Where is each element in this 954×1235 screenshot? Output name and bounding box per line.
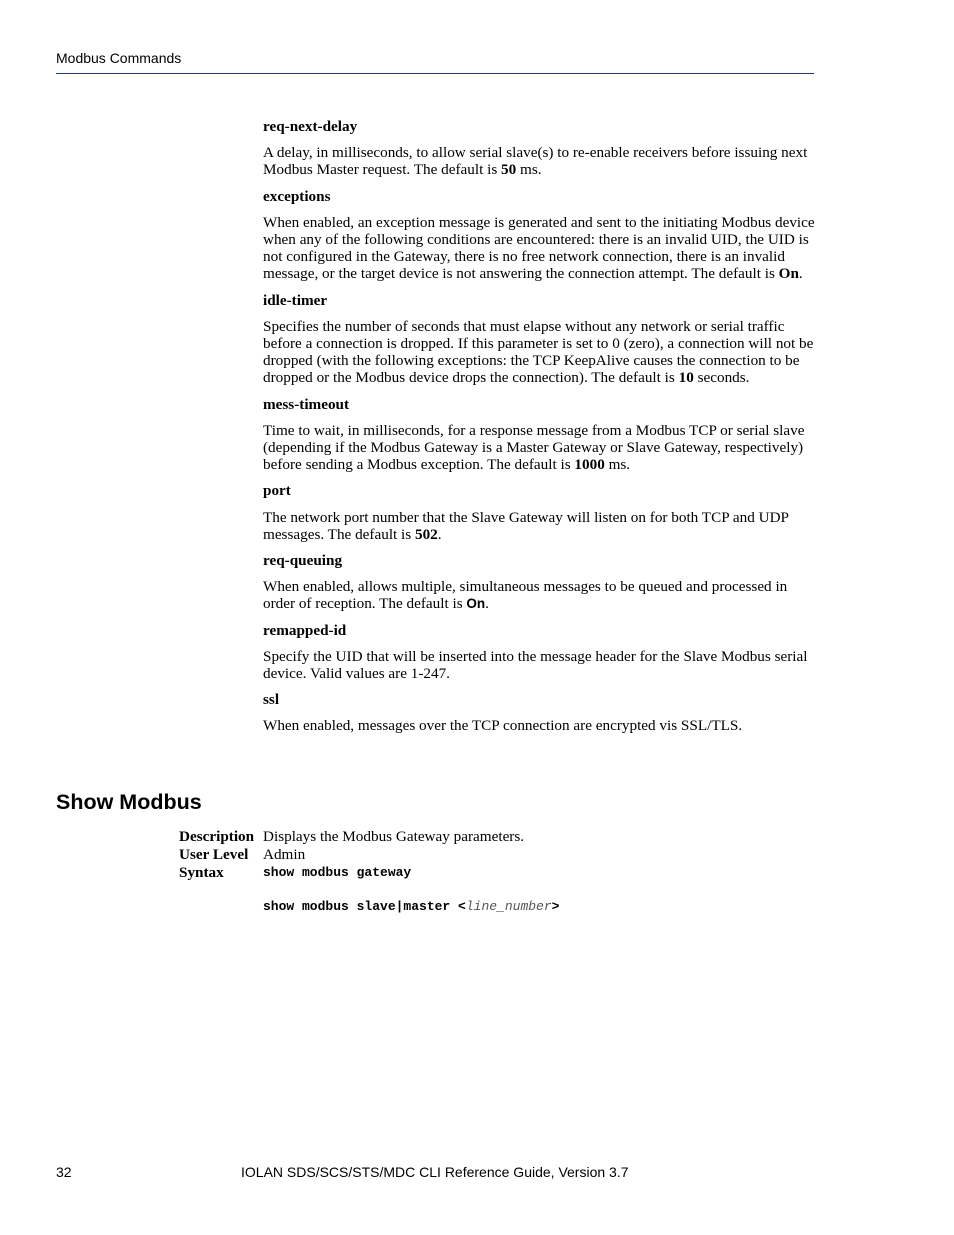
param-desc-req-queuing: When enabled, allows multiple, simultaneous messages to be queued and processed in order of reception. The default is On. [263,578,788,613]
param-desc-remapped-id: Specify the UID that will be inserted into the message header for the Slave Modbus serial device. Valid values are 1-247. [263,647,808,683]
syntax-value [263,864,559,916]
default-value: 502 [414,525,438,543]
param-name-req-queuing: req-queuing [263,552,343,570]
param-name-idle-timer: idle-timer [263,291,328,309]
user-level-label: User Level [179,846,249,863]
syntax-command-gateway: show modbus gateway [263,865,412,880]
param-name-req-next-delay: req-next-delay [263,118,358,135]
default-value: 50 [501,161,517,179]
parameter-list [263,118,815,744]
param-desc-mess-timeout: Time to wait, in milliseconds, for a response message from a Modbus TCP or serial slave (depending if the Modbus Gateway is a Master Gateway or Slave Gateway, respectively) before sending a Modbus exception. The default is 1000 ms. [263,421,805,474]
description-label: Description [179,828,255,845]
description-value: Displays the Modbus Gateway parameters. [263,828,525,845]
user-level-row [179,846,559,864]
param-name-port: port [263,482,291,500]
syntax-spacer [263,882,559,898]
page-number: 32 [56,1164,72,1180]
syntax-label: Syntax [179,864,224,881]
param-name-ssl: ssl [263,691,280,709]
param-desc-idle-timer: Specifies the number of seconds that must elapse without any network or serial traffic before a connection is dropped. If this parameter is set to 0 (zero), a connection will not be dropped (with the following exceptions: the TCP KeepAlive causes the connection to be dropped or the Modbus device drops the connection). The default is 10 seconds. [263,317,814,387]
param-desc-port: The network port number that the Slave Gateway will listen on for both TCP and UDP messages. The default is 502. [263,508,789,543]
header-divider [56,73,814,74]
param-desc-exceptions: When enabled, an exception message is generated and sent to the initiating Modbus device when any of the following conditions are encountered: there is an invalid UID, the UID is not configured in the Gateway, there is no free network connection, there is an invalid message, or the target device is not answering the connection attempt. The default is On. [263,213,815,283]
param-desc-req-next-delay: A delay, in milliseconds, to allow serial slave(s) to re-enable receivers before issuing next Modbus Master request. The default is 50 ms. [263,144,808,179]
default-value: On [466,596,486,612]
section-heading: Show Modbus [56,790,202,814]
param-name-exceptions: exceptions [263,187,331,205]
param-name-mess-timeout: mess-timeout [263,395,350,413]
default-value: 10 [678,369,694,387]
default-value: 1000 [574,456,605,474]
syntax-param-line-number: line_number [465,899,552,914]
description-row [179,828,559,846]
running-header: Modbus Commands [56,50,182,66]
footer-doc-title: IOLAN SDS/SCS/STS/MDC CLI Reference Guide, Version 3.7 [241,1164,629,1180]
command-info-table [179,828,559,916]
syntax-row [179,864,559,916]
param-name-remapped-id: remapped-id [263,621,347,639]
syntax-command-slave-master: show modbus slave|master <line_number> [263,899,560,914]
default-value: On [778,265,799,283]
param-desc-ssl: When enabled, messages over the TCP connection are encrypted vis SSL/TLS. [263,717,743,735]
user-level-value: Admin [263,846,306,863]
